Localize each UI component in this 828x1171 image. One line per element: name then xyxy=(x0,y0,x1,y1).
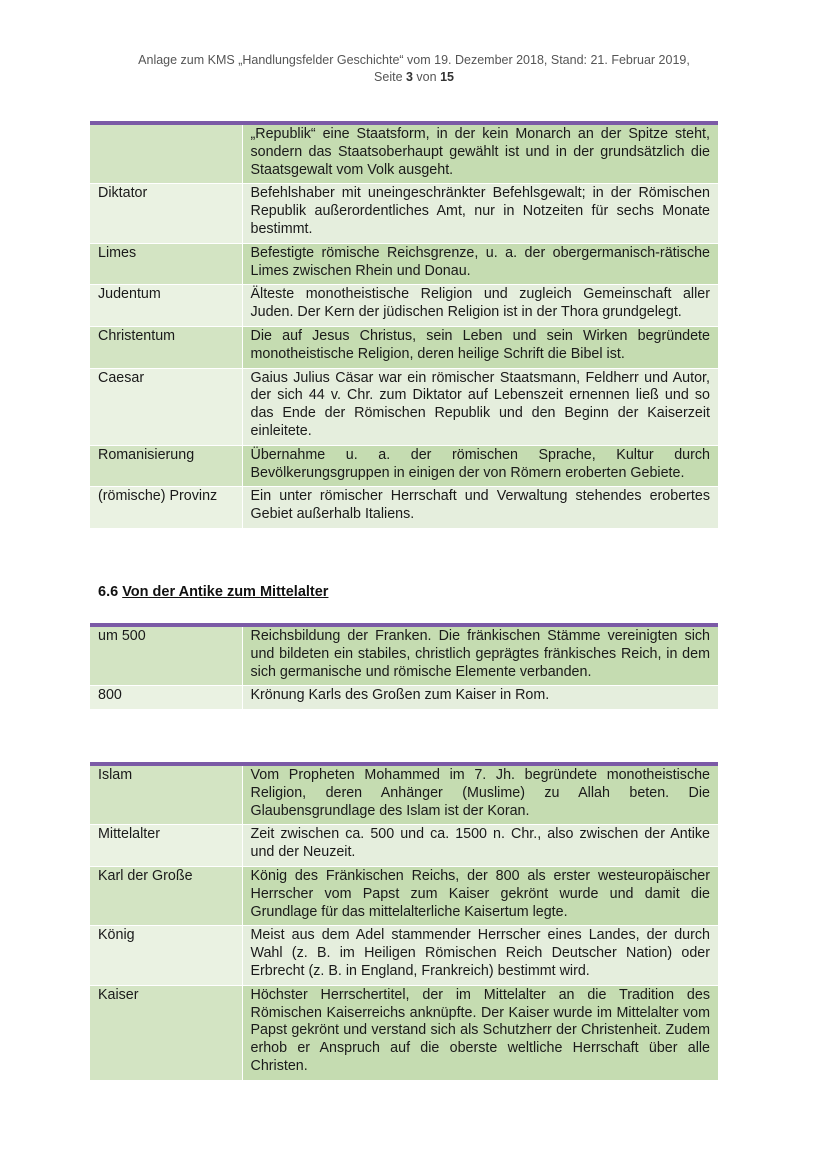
definition-cell: Übernahme u. a. der römischen Sprache, Kultur durch Bevölkerungsgruppen in einigen der von Römern eroberten Gebiete. xyxy=(242,445,718,487)
definition-cell: Befehlshaber mit uneingeschränkter Befehlsgewalt; in der Römischen Republik außerordentliches Amt, nur in Notzeiten für sechs Monate bestimmt. xyxy=(242,184,718,243)
term-cell: Limes xyxy=(90,243,242,285)
event-cell: Krönung Karls des Großen zum Kaiser in Rom. xyxy=(242,686,718,710)
page-mid: von xyxy=(412,70,441,84)
definition-cell: Älteste monotheistische Religion und zugleich Gemeinschaft aller Juden. Der Kern der jüdischen Religion ist in der Thora grundgelegt. xyxy=(242,285,718,327)
page-current: 3 xyxy=(406,70,413,84)
term-cell: Kaiser xyxy=(90,985,242,1080)
definition-cell: Ein unter römischer Herrschaft und Verwaltung stehendes erobertes Gebiet außerhalb Italiens. xyxy=(242,487,718,529)
section-title: Von der Antike zum Mittelalter xyxy=(122,584,329,600)
table-row xyxy=(90,445,718,487)
term-cell: Judentum xyxy=(90,285,242,327)
page-total: 15 xyxy=(440,70,454,84)
section-heading xyxy=(98,584,328,600)
table-row xyxy=(90,985,718,1080)
term-cell xyxy=(90,123,242,184)
table-row xyxy=(90,184,718,243)
glossary-table-rome xyxy=(90,121,718,529)
date-cell: 800 xyxy=(90,686,242,710)
table-row xyxy=(90,926,718,985)
table-row xyxy=(90,243,718,285)
date-cell: um 500 xyxy=(90,625,242,686)
definition-cell: Höchster Herrschertitel, der im Mittelalter an die Tradition des Römischen Kaiserreichs anknüpfte. Der Kaiser wurde im Mittelalter vom Papst gekrönt und verstand sich als Schutzherr der Christenheit. Zudem erhob er Anspruch auf die oberste weltliche Herrschaft über alle Christen. xyxy=(242,985,718,1080)
glossary-table-middle-ages xyxy=(90,762,718,1081)
definition-cell: Zeit zwischen ca. 500 und ca. 1500 n. Chr., also zwischen der Antike und der Neuzeit. xyxy=(242,825,718,867)
table-row xyxy=(90,764,718,825)
definition-cell: Gaius Julius Cäsar war ein römischer Staatsmann, Feldherr und Autor, der sich 44 v. Chr. zum Diktator auf Lebenszeit ernennen ließ und so das Ende der Römischen Republik und den Beginn der Kaiserzeit einleitete. xyxy=(242,368,718,445)
term-cell: Caesar xyxy=(90,368,242,445)
table-row xyxy=(90,368,718,445)
definition-cell: Meist aus dem Adel stammender Herrscher eines Landes, der durch Wahl (z. B. im Heiligen Römischen Reich Deutscher Nation) oder Erbrecht (z. B. in England, Frankreich) bestimmt wird. xyxy=(242,926,718,985)
table-row xyxy=(90,825,718,867)
term-cell: Karl der Große xyxy=(90,866,242,925)
table-row xyxy=(90,123,718,184)
term-cell: Mittelalter xyxy=(90,825,242,867)
table-row xyxy=(90,326,718,368)
page-header xyxy=(0,52,828,86)
definition-cell: „Republik“ eine Staatsform, in der kein Monarch an der Spitze steht, sondern das Staatsoberhaupt gewählt ist und in der grundsätzlich die Staatsgewalt vom Volk ausgeht. xyxy=(242,123,718,184)
section-number: 6.6 xyxy=(98,584,119,600)
table-row xyxy=(90,487,718,529)
term-cell: Islam xyxy=(90,764,242,825)
header-line: Anlage zum KMS „Handlungsfelder Geschichte“ vom 19. Dezember 2018, Stand: 21. Februar 2019, xyxy=(138,53,690,67)
table-row xyxy=(90,625,718,686)
timeline-table xyxy=(90,623,718,710)
term-cell: (römische) Provinz xyxy=(90,487,242,529)
term-cell: Diktator xyxy=(90,184,242,243)
event-cell: Reichsbildung der Franken. Die fränkischen Stämme vereinigten sich und bildeten ein stabiles, christlich geprägtes fränkisches Reich, in dem sich germanische und römische Elemente verbanden. xyxy=(242,625,718,686)
term-cell: Romanisierung xyxy=(90,445,242,487)
definition-cell: Die auf Jesus Christus, sein Leben und sein Wirken begründete monotheistische Religion, deren heilige Schrift die Bibel ist. xyxy=(242,326,718,368)
table-row xyxy=(90,866,718,925)
term-cell: Christentum xyxy=(90,326,242,368)
definition-cell: Befestigte römische Reichsgrenze, u. a. der obergermanisch-rätische Limes zwischen Rhein und Donau. xyxy=(242,243,718,285)
page-number xyxy=(0,69,828,86)
table-row xyxy=(90,686,718,710)
term-cell: König xyxy=(90,926,242,985)
definition-cell: König des Fränkischen Reichs, der 800 als erster westeuropäischer Herrscher vom Papst zum Kaiser gekrönt wurde und damit die Grundlage für das mittelalterliche Kaisertum legte. xyxy=(242,866,718,925)
table-row xyxy=(90,285,718,327)
page-prefix: Seite xyxy=(374,70,406,84)
definition-cell: Vom Propheten Mohammed im 7. Jh. begründete monotheistische Religion, deren Anhänger (Muslime) zu Allah beten. Die Glaubensgrundlage des Islam ist der Koran. xyxy=(242,764,718,825)
